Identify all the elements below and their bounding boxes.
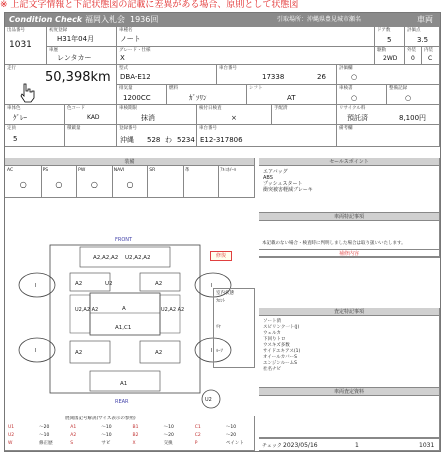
seats-cell: 定員 5 <box>5 125 65 147</box>
sales-point-item: プッシュスタート <box>263 181 303 187</box>
sales-point-item: エアバッグ <box>263 169 288 175</box>
lot-cell: 出品番号 1031 <box>5 27 47 65</box>
plate-value: × <box>231 114 237 122</box>
grade-cell: グレード・仕様 X <box>117 47 375 65</box>
page-number: 1 <box>355 442 359 449</box>
footer-lot: 1031 <box>419 442 435 449</box>
svg-text:U2: U2 <box>105 281 113 287</box>
legend-cell: 修正歴 <box>39 441 53 446</box>
legend-cell: B1 <box>132 425 139 430</box>
equipment-value: ○ <box>55 180 63 189</box>
legend-cell: X <box>132 441 136 446</box>
ext-value: C <box>428 55 433 62</box>
history-value: レンタカー <box>57 54 92 62</box>
region-no: 5234 <box>177 136 195 144</box>
footer-bar <box>259 438 440 451</box>
inspection-panel <box>259 388 440 438</box>
condition-sheet <box>4 12 441 452</box>
recycle-status: 預託済 <box>347 114 368 122</box>
score-cell: 評価点 3.5 <box>405 27 440 47</box>
legend-cell: 〜10 <box>101 433 112 438</box>
svg-text:U2,A2 A2: U2,A2 A2 <box>75 307 99 313</box>
remark-item: ソート済 <box>263 319 281 324</box>
legend-cell: W <box>8 441 13 446</box>
sales-point-panel <box>259 158 440 213</box>
auction-name: 福岡入札会 <box>85 15 125 24</box>
frame-suffix: 26 <box>317 73 326 81</box>
int-cell: 外装 0 <box>405 47 422 65</box>
features-panel <box>259 213 440 258</box>
disclaimer-text: ※ 上記文字情報と下記状態図の記載に差異がある場合、原則として状態図 <box>0 0 299 10</box>
legend-cell: 〜20 <box>225 433 237 438</box>
remarks-panel <box>259 308 440 388</box>
cert-value: E12-317806 <box>200 136 243 144</box>
session-number: 1936回 <box>130 15 159 24</box>
reason-cell: 手配済 <box>272 105 337 125</box>
door-cell: ドア数 5 <box>375 27 405 47</box>
int-value: 0 <box>411 55 415 62</box>
remark-item: 下回りトロ <box>263 337 286 342</box>
legend-cell: 〜10 <box>39 433 50 438</box>
frame-no: 17338 <box>262 73 285 81</box>
chassis-cell: 型式 DBA-E12 <box>117 65 217 85</box>
sales-point-title: セールスポイント <box>259 158 439 166</box>
note-cell: 備考欄 <box>337 125 440 147</box>
svg-text:I: I <box>211 283 213 289</box>
legend-cell: B2 <box>132 433 139 438</box>
legend-title: 展開図記号解説(サイズ表示の参照) <box>65 416 136 421</box>
svg-text:A2: A2 <box>75 281 83 287</box>
region-name: 沖縄 <box>120 136 134 144</box>
grade-value: X <box>120 54 125 62</box>
disp-value: 1200CC <box>123 94 151 102</box>
region-kana: わ <box>165 136 172 144</box>
reg-value: ○ <box>351 94 358 102</box>
frame-cell: 車台番号 17338 26 <box>217 65 337 85</box>
front-label: FRONT <box>115 237 133 243</box>
legend-cell: U2 <box>8 433 15 438</box>
history-cell: 車歴 レンタカー <box>47 47 117 65</box>
sales-point-item: 衝突被害軽減ブレーキ <box>263 187 313 193</box>
inspect-cell: 車検期限 抹消 <box>117 105 197 125</box>
equipment-panel <box>5 158 255 198</box>
equipment-header: SR <box>149 168 156 173</box>
svg-text:I: I <box>35 348 37 354</box>
legend-cell: C1 <box>194 425 201 430</box>
legend-cell: 〜10 <box>163 425 174 430</box>
region-num: 528 <box>147 136 161 144</box>
remarks-title: 査定特記事項 <box>259 308 439 316</box>
legend-cell: サビ <box>101 441 111 446</box>
fuel-value: ｶﾞｿﾘﾝ <box>189 94 207 102</box>
first-reg-value: H31年04月 <box>57 35 95 43</box>
equipment-header: NAVI <box>113 168 125 173</box>
interior-title: 室内状態 <box>216 291 234 296</box>
manual-cell: 整備記録 ○ <box>387 85 440 105</box>
repair-tag: 修復 <box>210 251 232 261</box>
interior-panel: 室内状態 ﾌﾛﾝﾄ ﾘﾔ ﾙｰﾌ <box>213 288 255 368</box>
inspect-value: 抹消 <box>141 114 155 122</box>
capacity-cell: 積載量 <box>65 125 117 147</box>
legend-cell: A2 <box>70 433 77 438</box>
score-value: 3.5 <box>417 36 429 44</box>
rating-value: ○ <box>351 73 358 81</box>
inspection-title: 車両査定資料 <box>259 388 439 396</box>
equipment-header: AC <box>7 168 14 173</box>
seats-value: 5 <box>13 135 18 143</box>
checker-label: チェック <box>262 443 282 449</box>
mileage-cell: 走行 50,398km <box>5 65 117 105</box>
legend-cell: A1 <box>70 425 77 430</box>
recycle-fee: 8,100円 <box>399 114 427 122</box>
rear-label: REAR <box>115 399 129 405</box>
svg-text:A1: A1 <box>120 381 128 387</box>
legend-cell: U1 <box>8 425 15 430</box>
legend-cell: P <box>194 441 198 446</box>
disp-cell: 排気量 1200CC <box>117 85 167 105</box>
rating-cell: 評価欄 ○ <box>337 65 440 85</box>
svg-text:U2: U2 <box>205 397 212 403</box>
region-cell: 登録番号 沖縄 528 わ 5234 <box>117 125 197 147</box>
equipment-value: ○ <box>126 180 134 189</box>
remark-item: スピリンク一ト(J) <box>263 325 300 330</box>
trans-value: AT <box>287 94 296 102</box>
door-value: 5 <box>387 36 392 44</box>
legend-cell: 〜20 <box>39 425 50 430</box>
model-cell: 車種名 ノート <box>117 27 375 47</box>
svg-text:A1,C1: A1,C1 <box>115 325 132 331</box>
legend-panel <box>5 416 255 451</box>
lot-number: 1031 <box>9 40 32 50</box>
legend-cell: 〜10 <box>225 425 237 430</box>
color-value: ｸﾞﾚｰ <box>13 114 27 122</box>
hand-cursor-icon <box>19 83 35 103</box>
equipment-title: 装備 <box>5 158 254 166</box>
first-reg-cell: 初度登録 H31年04月 <box>47 27 117 47</box>
legend-cell: ペイント <box>225 441 244 446</box>
code-cell: 色コード KAD <box>65 105 117 125</box>
manual-value: ○ <box>405 94 412 102</box>
equipment-header: ｱﾙﾐﾎｲｰﾙ <box>220 168 237 173</box>
legend-cell: 〜20 <box>163 433 174 438</box>
remark-item: 社名ナビ <box>263 367 281 372</box>
features-note: 本記載のない場合・検査時に判明しました場合は取り扱いいたします。 <box>262 241 406 246</box>
equipment-header: PS <box>42 168 49 173</box>
svg-text:A2: A2 <box>155 281 163 287</box>
svg-text:A2,A2,A2: A2,A2,A2 <box>93 255 119 261</box>
repair-label: 補修内容 <box>259 249 439 257</box>
svg-text:U2,A2,A2: U2,A2,A2 <box>125 255 151 261</box>
drive-cell: 駆動 2WD <box>375 47 405 65</box>
equipment-header: PW <box>78 168 86 173</box>
remark-item: ウスキズ多数 <box>263 343 290 348</box>
plate-cell: 検付日検査 × <box>197 105 272 125</box>
remark-item: オイールカバーS <box>263 355 298 360</box>
sales-point-item: ABS <box>263 175 273 181</box>
chassis-value: DBA-E12 <box>120 73 151 81</box>
svg-text:A: A <box>122 306 126 312</box>
pickup-location: 引取場所：沖縄県豊見城市瀬名 <box>277 16 362 23</box>
remark-item: サイドエキアス(1) <box>263 349 301 354</box>
trans-cell: シフト AT <box>247 85 337 105</box>
cert-cell: 車台番号 E12-317806 <box>197 125 337 147</box>
legend-cell: C2 <box>194 433 201 438</box>
ext-cell: 内装 C <box>422 47 440 65</box>
check-date: 2023/05/16 <box>283 442 318 449</box>
svg-text:A2: A2 <box>155 350 163 356</box>
recycle-cell: リサイクル料 預託済 8,100円 <box>337 105 440 125</box>
brand-title: Condition Check <box>9 15 83 24</box>
stock-label: 車両 <box>417 15 433 24</box>
fuel-cell: 燃料 ｶﾞｿﾘﾝ <box>167 85 247 105</box>
legend-cell: 〜10 <box>101 425 112 430</box>
svg-text:A2: A2 <box>75 350 83 356</box>
equipment-value: ○ <box>90 180 98 189</box>
sheet-header <box>5 13 440 27</box>
code-value: KAD <box>87 114 100 121</box>
features-title: 車両特記事項 <box>259 213 439 221</box>
svg-text:U2,A2 A2: U2,A2 A2 <box>161 307 185 313</box>
equipment-value: ○ <box>19 180 27 189</box>
equipment-header: 革 <box>184 168 190 173</box>
svg-text:I: I <box>211 348 213 354</box>
reg-cell: 車検書 ○ <box>337 85 387 105</box>
model-value: ノート <box>120 35 141 43</box>
remark-item: ウェルカ <box>263 331 281 336</box>
svg-text:I: I <box>35 283 37 289</box>
legend-cell: 交換 <box>163 441 173 446</box>
drive-value: 2WD <box>383 55 398 62</box>
remark-item: エンジンルームS <box>263 361 298 366</box>
legend-cell: S <box>70 441 74 446</box>
mileage-value: 50,398km <box>45 70 111 85</box>
color-cell: 車体色 ｸﾞﾚｰ <box>5 105 65 125</box>
